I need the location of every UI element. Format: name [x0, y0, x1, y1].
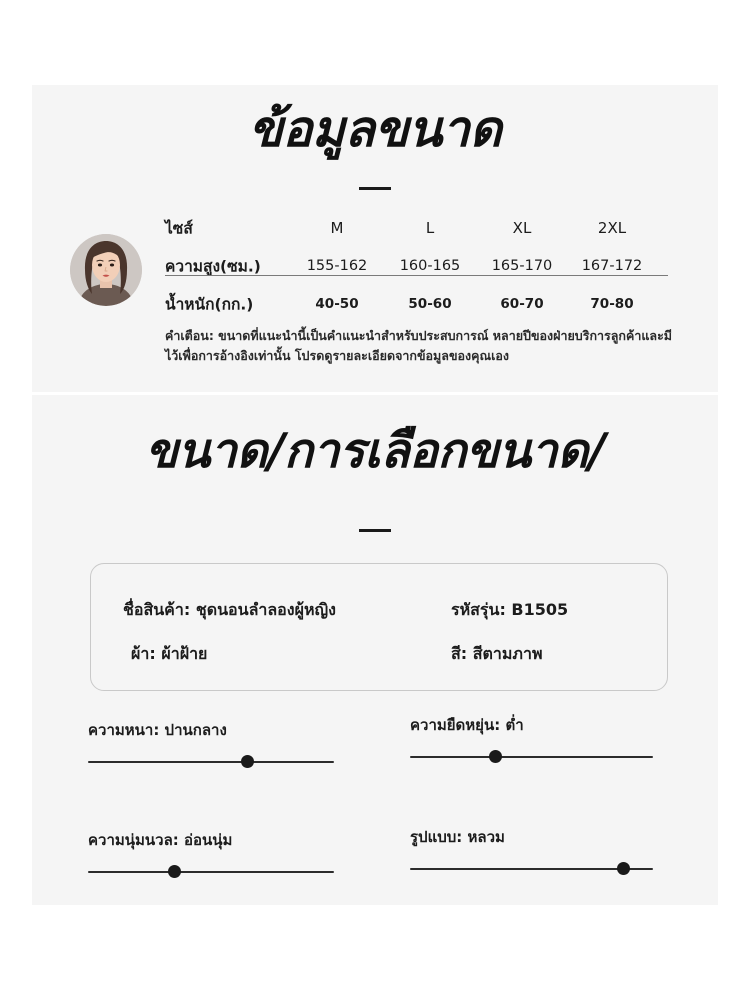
table-row-size [165, 209, 668, 247]
product-color: สี: สีตามภาพ [451, 644, 543, 663]
attribute-thickness [88, 718, 338, 769]
size-info-title: ข้อมูลขนาด [248, 99, 502, 158]
attribute-fit [410, 825, 660, 876]
cell-height-xl: 165-170 [491, 258, 553, 274]
content-card [32, 85, 718, 905]
slider-knob[interactable] [168, 865, 181, 878]
size-table [165, 209, 668, 323]
attribute-elasticity [410, 713, 660, 764]
attribute-elasticity-slider[interactable] [410, 750, 653, 764]
cell-size-xl: XL [512, 219, 532, 237]
size-warning-text: คำเตือน: ขนาดที่แนะนำนี้เป็นคำแนะนำสำหรับประสบการณ์ หลายปีของฝ่ายบริการลูกค้าและมีไว้เพื่อการอ้างอิงเท่านั้น โปรดดูรายละเอียดจากข้อมูลของคุณเอง [165, 328, 673, 363]
attribute-elasticity-label: ความยืดหยุ่น: ต่ำ [410, 716, 524, 734]
slider-rail [410, 756, 653, 758]
slider-knob[interactable] [241, 755, 254, 768]
cell-size-m: M [330, 219, 344, 237]
product-fabric: ผ้า: ผ้าฝ้าย [131, 644, 208, 663]
attribute-fit-slider[interactable] [410, 862, 653, 876]
title-divider-dash [359, 187, 391, 190]
cell-size-l: L [425, 219, 435, 237]
table-row-height [165, 247, 668, 285]
row-label-size: ไซส์ [165, 219, 193, 238]
avatar [70, 234, 142, 306]
slider-knob[interactable] [617, 862, 630, 875]
section-divider [32, 392, 718, 395]
table-row-weight [165, 285, 668, 323]
cell-height-m: 155-162 [306, 258, 368, 274]
attribute-thickness-slider[interactable] [88, 755, 334, 769]
slider-rail [88, 761, 334, 763]
avatar-portrait-icon [70, 234, 142, 306]
cell-height-2xl: 167-172 [581, 258, 643, 274]
attribute-softness [88, 828, 338, 879]
row-label-height: ความสูง(ซม.) [165, 257, 261, 276]
cell-weight-xl: 60-70 [500, 296, 544, 312]
product-info-box [90, 563, 668, 691]
row-label-weight: น้ำหนัก(กก.) [165, 295, 254, 314]
product-name: ชื่อสินค้า: ชุดนอนลำลองผู้หญิง [123, 600, 336, 619]
attribute-softness-label: ความนุ่มนวล: อ่อนนุ่ม [88, 831, 233, 849]
product-model-code: รหัสรุ่น: B1505 [451, 600, 569, 619]
cell-weight-m: 40-50 [315, 296, 359, 312]
title-divider-dash-2 [359, 529, 391, 532]
attribute-thickness-label: ความหนา: ปานกลาง [88, 721, 227, 739]
size-selection-title: ขนาด/การเลือกขนาด/ [145, 423, 605, 479]
cell-height-l: 160-165 [399, 258, 461, 274]
attribute-fit-label: รูปแบบ: หลวม [410, 828, 505, 846]
attribute-softness-slider[interactable] [88, 865, 334, 879]
cell-weight-2xl: 70-80 [590, 296, 634, 312]
slider-rail [88, 871, 334, 873]
cell-size-2xl: 2XL [597, 219, 627, 237]
table-divider [165, 275, 668, 276]
slider-knob[interactable] [489, 750, 502, 763]
cell-weight-l: 50-60 [408, 296, 452, 312]
